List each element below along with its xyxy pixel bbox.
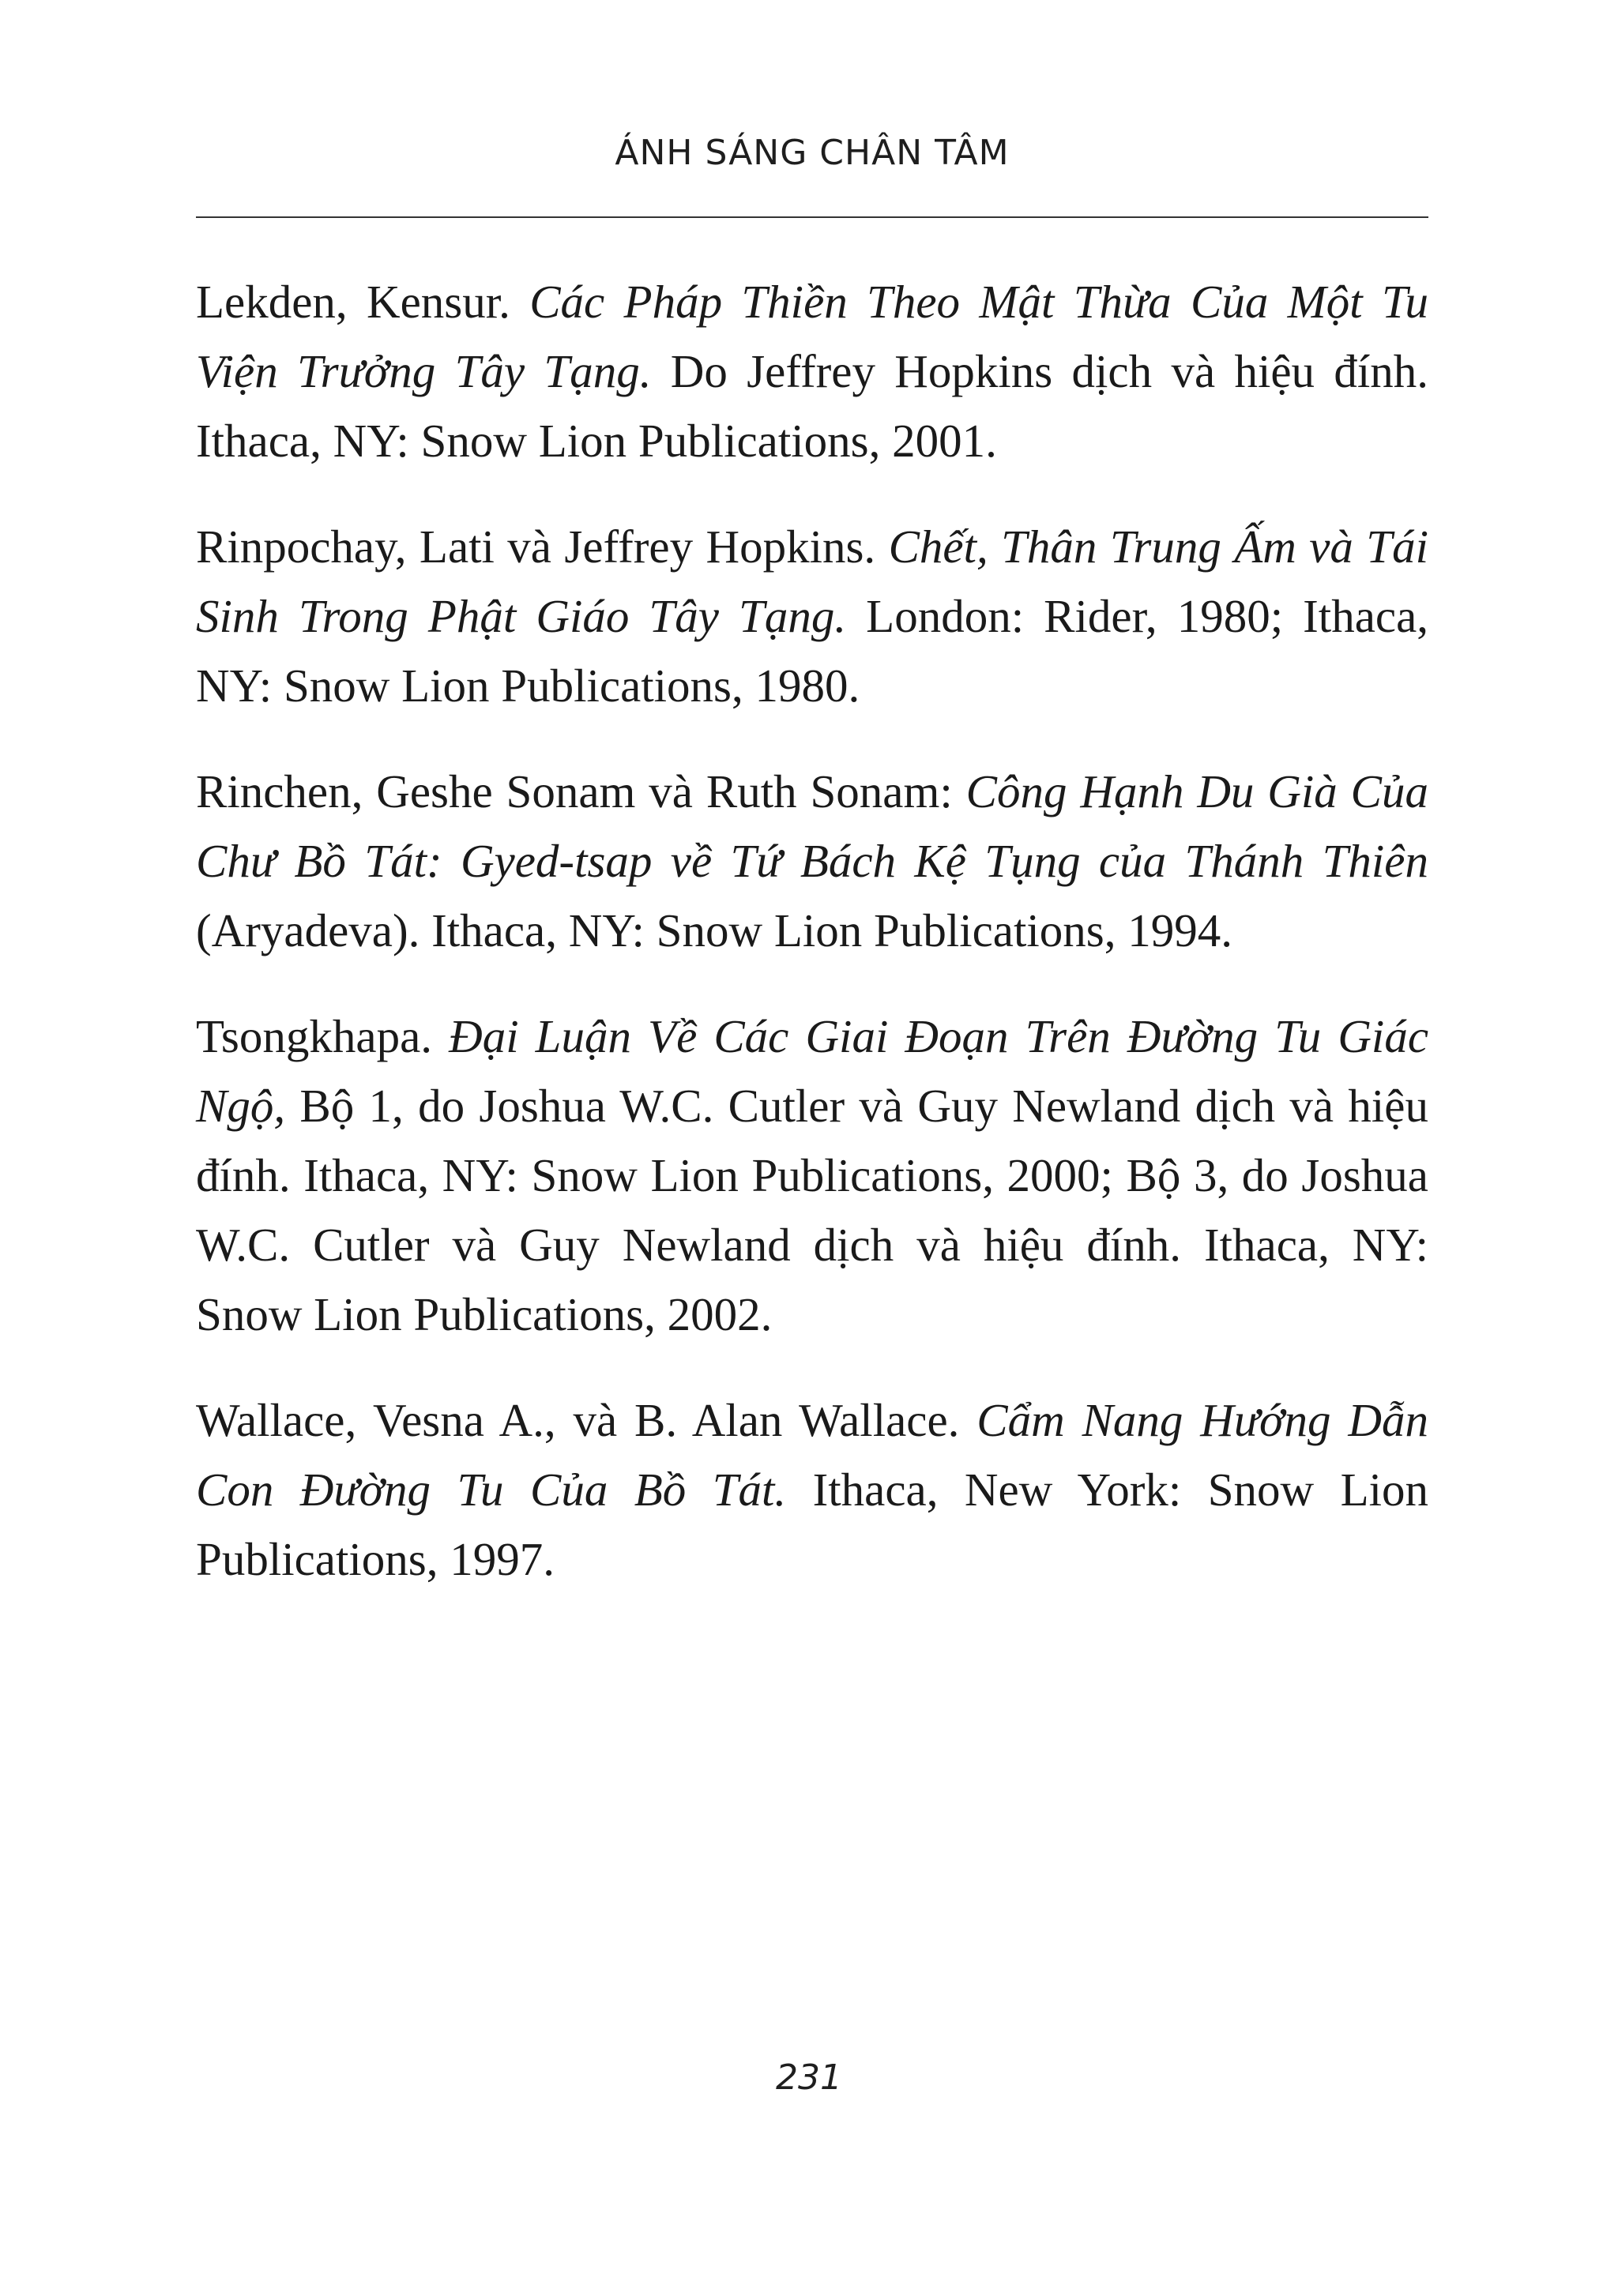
- entry-details: (Aryadeva). Ithaca, NY: Snow Lion Publications, 1994.: [196, 904, 1232, 956]
- entry-details: Bộ 1, do Joshua W.C. Cutler và Guy Newland dịch và hiệu đính. Ithaca, NY: Snow Lion Publications, 2000; Bộ 3, do Joshua W.C. Cutler và Guy Newland dịch và hiệu đính. Ithaca, NY: Snow Lion Publications, 2002.: [196, 1080, 1428, 1340]
- bibliography-entry: [196, 1001, 1428, 1349]
- entry-title: Đại Luận Về Các Giai Đoạn Trên Đường Tu Giác Ngộ,: [196, 1010, 1429, 1132]
- entry-details: Do Jeffrey Hopkins dịch và hiệu đính. Ithaca, NY: Snow Lion Publications, 2001.: [196, 345, 1428, 467]
- header-divider: [196, 216, 1428, 218]
- entry-title: Công Hạnh Du Già Của Chư Bồ Tát: Gyed-tsap về Tứ Bách Kệ Tụng của Thánh Thiên: [196, 765, 1429, 887]
- entry-author: Wallace, Vesna A., và B. Alan Wallace.: [196, 1394, 960, 1446]
- entry-author: Rinpochay, Lati và Jeffrey Hopkins.: [196, 520, 876, 573]
- bibliography-entry: [196, 267, 1428, 475]
- entry-author: Lekden, Kensur.: [196, 276, 510, 328]
- bibliography-list: [196, 267, 1428, 1630]
- bibliography-entry: [196, 1385, 1428, 1594]
- entry-author: Rinchen, Geshe Sonam và Ruth Sonam:: [196, 765, 953, 817]
- page-number: 231: [776, 2057, 842, 2098]
- bibliography-entry: [196, 757, 1428, 965]
- entry-title: Chết, Thân Trung Ấm và Tái Sinh Trong Phật Giáo Tây Tạng.: [196, 520, 1429, 642]
- entry-title: Các Pháp Thiền Theo Mật Thừa Của Một Tu Viện Trưởng Tây Tạng.: [196, 276, 1429, 397]
- entry-details: London: Rider, 1980; Ithaca, NY: Snow Lion Publications, 1980.: [196, 590, 1429, 712]
- entry-author: Tsongkhapa.: [196, 1010, 433, 1062]
- entry-title: Cẩm Nang Hướng Dẫn Con Đường Tu Của Bồ Tát.: [196, 1394, 1428, 1516]
- bibliography-entry: [196, 512, 1428, 720]
- entry-details: Ithaca, New York: Snow Lion Publications, 1997.: [196, 1464, 1428, 1585]
- running-header: ÁNH SÁNG CHÂN TÂM: [615, 133, 1010, 173]
